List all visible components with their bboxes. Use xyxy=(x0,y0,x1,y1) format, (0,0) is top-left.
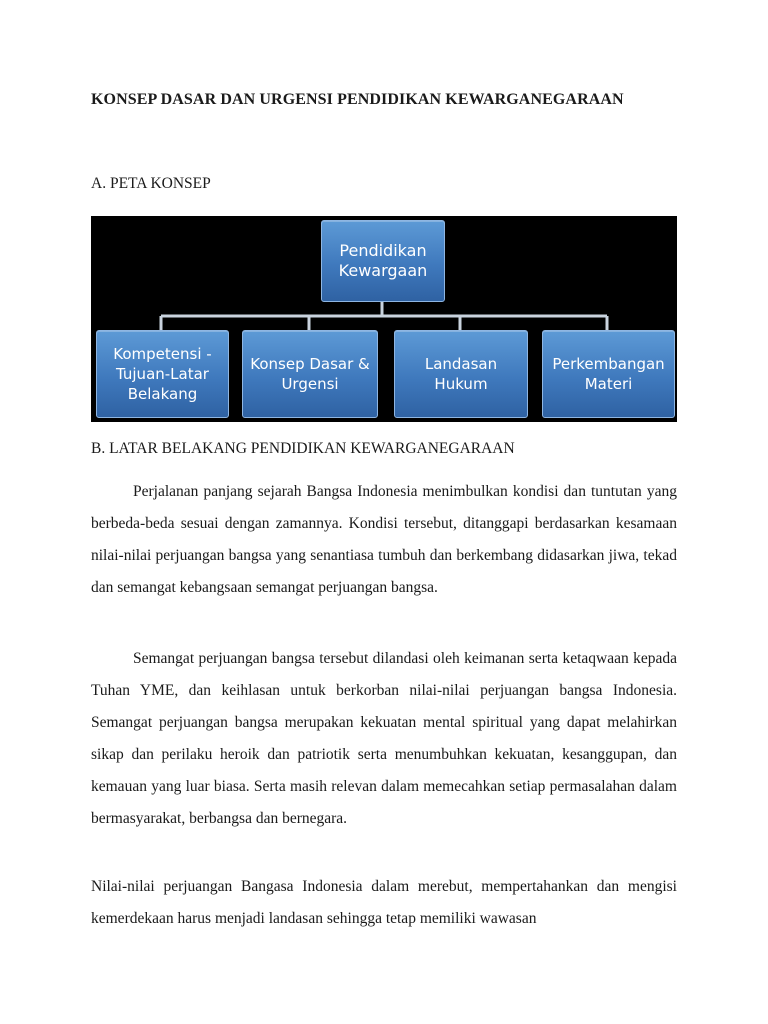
body-paragraph: Nilai-nilai perjuangan Bangasa Indonesia dalam merebut, mempertahankan dan mengisi kemerdekaan harus menjadi landasan sehingga tetap memiliki wawasan xyxy=(91,878,677,927)
concept-node-label: Perkembangan Materi xyxy=(552,355,665,393)
document-title: KONSEP DASAR DAN URGENSI PENDIDIKAN KEWARGANEGARAAN xyxy=(91,91,624,108)
section-heading-peta-konsep: A. PETA KONSEP xyxy=(91,175,211,192)
body-paragraph: Semangat perjuangan bangsa tersebut dilandasi oleh keimanan serta ketaqwaan kepada Tuhan YME, dan keihlasan untuk berkorban nilai-nilai perjuangan bangsa Indonesia. Semangat perjuangan bangsa merupakan kekuatan mental spiritual yang dapat melahirkan sikap dan perilaku heroik dan patriotik serta menumbuhkan kekuatan, kesanggupan, dan kemauan yang luar biasa. Serta masih relevan dalam memecahkan setiap permasalahan dalam bermasyarakat, berbangsa dan bernegara. xyxy=(91,650,677,827)
concept-node-label: Konsep Dasar & Urgensi xyxy=(250,355,370,393)
concept-node-label: Kompetensi - Tujuan-Latar Belakang xyxy=(113,345,212,403)
section-heading-latar-belakang: B. LATAR BELAKANG PENDIDIKAN KEWARGANEGARAAN xyxy=(91,440,515,457)
concept-node-root xyxy=(321,220,445,302)
concept-map-diagram xyxy=(91,216,677,422)
concept-node-perkembangan-materi xyxy=(542,330,675,418)
concept-node-root-label: Pendidikan Kewargaan xyxy=(338,241,428,280)
concept-node-label: Landasan Hukum xyxy=(424,355,498,393)
body-paragraph: Perjalanan panjang sejarah Bangsa Indonesia menimbulkan kondisi dan tuntutan yang berbeda-beda sesuai dengan zamannya. Kondisi tersebut, ditanggapi berdasarkan kesamaan nilai-nilai perjuangan bangsa yang senantiasa tumbuh dan berkembang didasarkan jiwa, tekad dan semangat kebangsaan semangat perjuangan bangsa. xyxy=(91,483,677,596)
concept-node-kompetensi xyxy=(96,330,229,418)
concept-node-landasan-hukum xyxy=(394,330,528,418)
concept-node-konsep-dasar xyxy=(242,330,378,418)
